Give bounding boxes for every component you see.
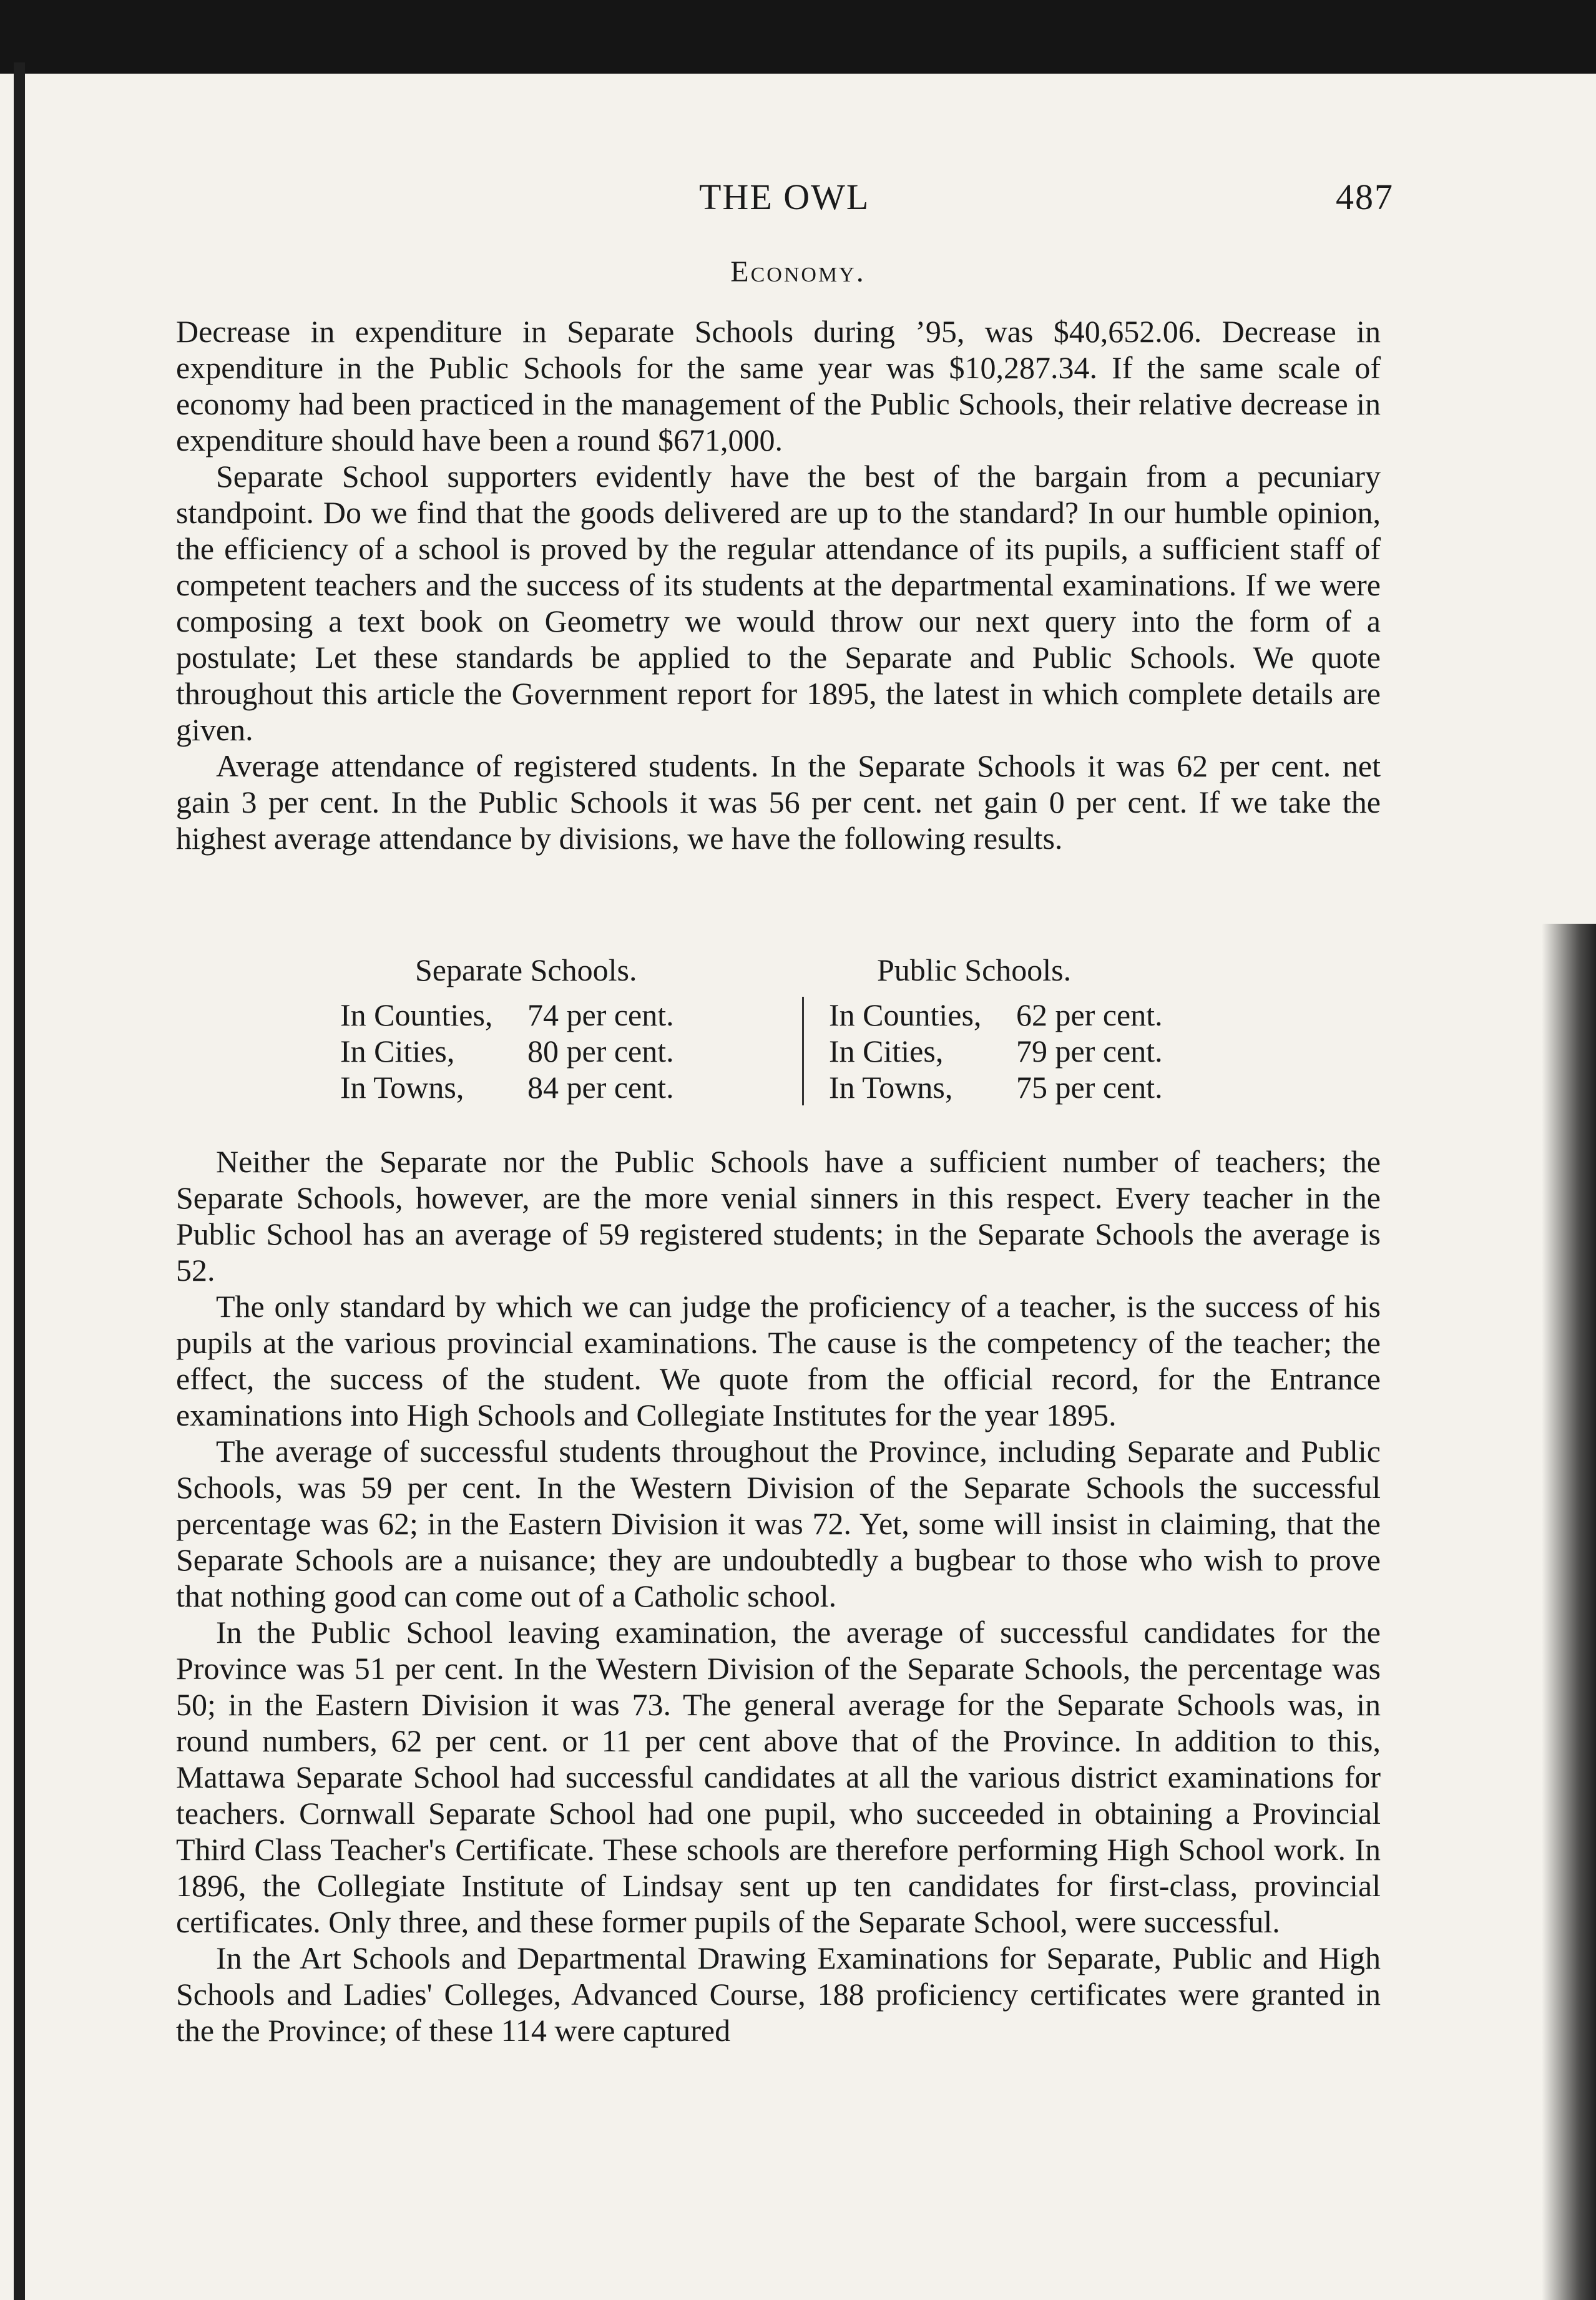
attendance-table bbox=[340, 952, 1264, 1105]
public-schools-heading: Public Schools. bbox=[877, 952, 1072, 987]
public-schools-column bbox=[802, 997, 1264, 1105]
table-row bbox=[340, 1069, 802, 1105]
division-label: In Counties, bbox=[340, 997, 493, 1032]
paragraph: The average of successful students throughout the Province, including Separate and Public Schools, was 59 per cent. In the Western Division of the Separate Schools the successful percentage was 62; in the Eastern Division it was 72. Yet, some will insist in claiming, that the Separate Schools are a nuisance; they are undoubtedly a bugbear to those who wish to prove that nothing good can come out of a Catholic school. bbox=[176, 1434, 1381, 1613]
attendance-value: 75 per cent. bbox=[1016, 1070, 1163, 1105]
table-row bbox=[829, 997, 1264, 1033]
division-label: In Cities, bbox=[340, 1034, 455, 1069]
paragraph: Decrease in expenditure in Separate Schools during ’95, was $40,652.06. Decrease in expenditure in the Public Schools for the same year was $10,287.34. If the same scale of economy had been practiced in the management of the Public Schools, their relative decrease in expenditure should have been a round $671,000. bbox=[176, 314, 1381, 458]
separate-schools-heading: Separate Schools. bbox=[415, 952, 637, 987]
division-label: In Towns, bbox=[829, 1070, 953, 1105]
attendance-value: 84 per cent. bbox=[527, 1070, 674, 1105]
paragraph: The only standard by which we can judge the proficiency of a teacher, is the success of his pupils at the various provincial examinations. The cause is the competency of the teacher; the effect, the success of the student. We quote from the official record, for the Entrance examinations into High Schools and Collegiate Institutes for the year 1895. bbox=[176, 1289, 1381, 1432]
division-label: In Counties, bbox=[829, 997, 982, 1032]
body-text-lower bbox=[176, 1143, 1381, 2048]
attendance-value: 79 per cent. bbox=[1016, 1034, 1163, 1069]
page-number: 487 bbox=[1336, 177, 1394, 217]
scan-top-border bbox=[0, 0, 1596, 74]
division-label: In Towns, bbox=[340, 1070, 464, 1105]
running-header-title: THE OWL bbox=[699, 177, 870, 217]
body-text-upper bbox=[176, 313, 1381, 856]
paragraph: Separate School supporters evidently have the best of the bargain from a pecuniary standpoint. Do we find that the goods delivered are up to the standard? In our humble opinion, the efficiency of a school is proved by the regular attendance of its pupils, a sufficient staff of competent teachers and the success of its students at the departmental examinations. If we were composing a text book on Geometry we would throw our next query into the form of a postulate; Let these standards be applied to the Separate and Public Schools. We quote throughout this article the Government report for 1895, the latest in which complete details are given. bbox=[176, 459, 1381, 747]
table-row bbox=[340, 997, 802, 1033]
table-row bbox=[340, 1033, 802, 1069]
scan-right-edge-shadow bbox=[1542, 924, 1596, 2300]
attendance-value: 80 per cent. bbox=[527, 1034, 674, 1069]
division-label: In Cities, bbox=[829, 1034, 944, 1069]
table-row bbox=[829, 1033, 1264, 1069]
paragraph: Average attendance of registered students. In the Separate Schools it was 62 per cent. net gain 3 per cent. In the Public Schools it was 56 per cent. net gain 0 per cent. If we take the highest average attendance by divisions, we have the following results. bbox=[176, 748, 1381, 856]
paragraph: In the Public School leaving examination, the average of successful candidates for the Province was 51 per cent. In the Western Division of the Separate Schools, the percentage was 50; in the Eastern Division it was 73. The general average for the Separate Schools was, in round numbers, 62 per cent. or 11 per cent above that of the Province. In addition to this, Mattawa Separate School had successful candidates at all the various district examinations for teachers. Cornwall Separate School had one pupil, who succeeded in obtaining a Provincial Third Class Teacher's Certificate. These schools are therefore performing High School work. In 1896, the Collegiate Institute of Lindsay sent up ten candidates for first-class, provincial certificates. Only three, and these former pupils of the Separate School, were successful. bbox=[176, 1615, 1381, 1939]
table-row bbox=[829, 1069, 1264, 1105]
paragraph: Neither the Separate nor the Public Schools have a sufficient number of teachers; the Separate Schools, however, are the more venial sinners in this respect. Every teacher in the Public School has an average of 59 registered students; in the Separate Schools the average is 52. bbox=[176, 1144, 1381, 1288]
scan-left-border bbox=[14, 62, 25, 2300]
attendance-value: 62 per cent. bbox=[1016, 997, 1163, 1032]
attendance-value: 74 per cent. bbox=[527, 997, 674, 1032]
paragraph: In the Art Schools and Departmental Drawing Examinations for Separate, Public and High Schools and Ladies' Colleges, Advanced Course, 188 proficiency certificates were granted in the the Province; of these 114 were captured bbox=[176, 1940, 1381, 2048]
separate-schools-column bbox=[340, 997, 802, 1105]
section-title: Economy. bbox=[730, 255, 866, 288]
